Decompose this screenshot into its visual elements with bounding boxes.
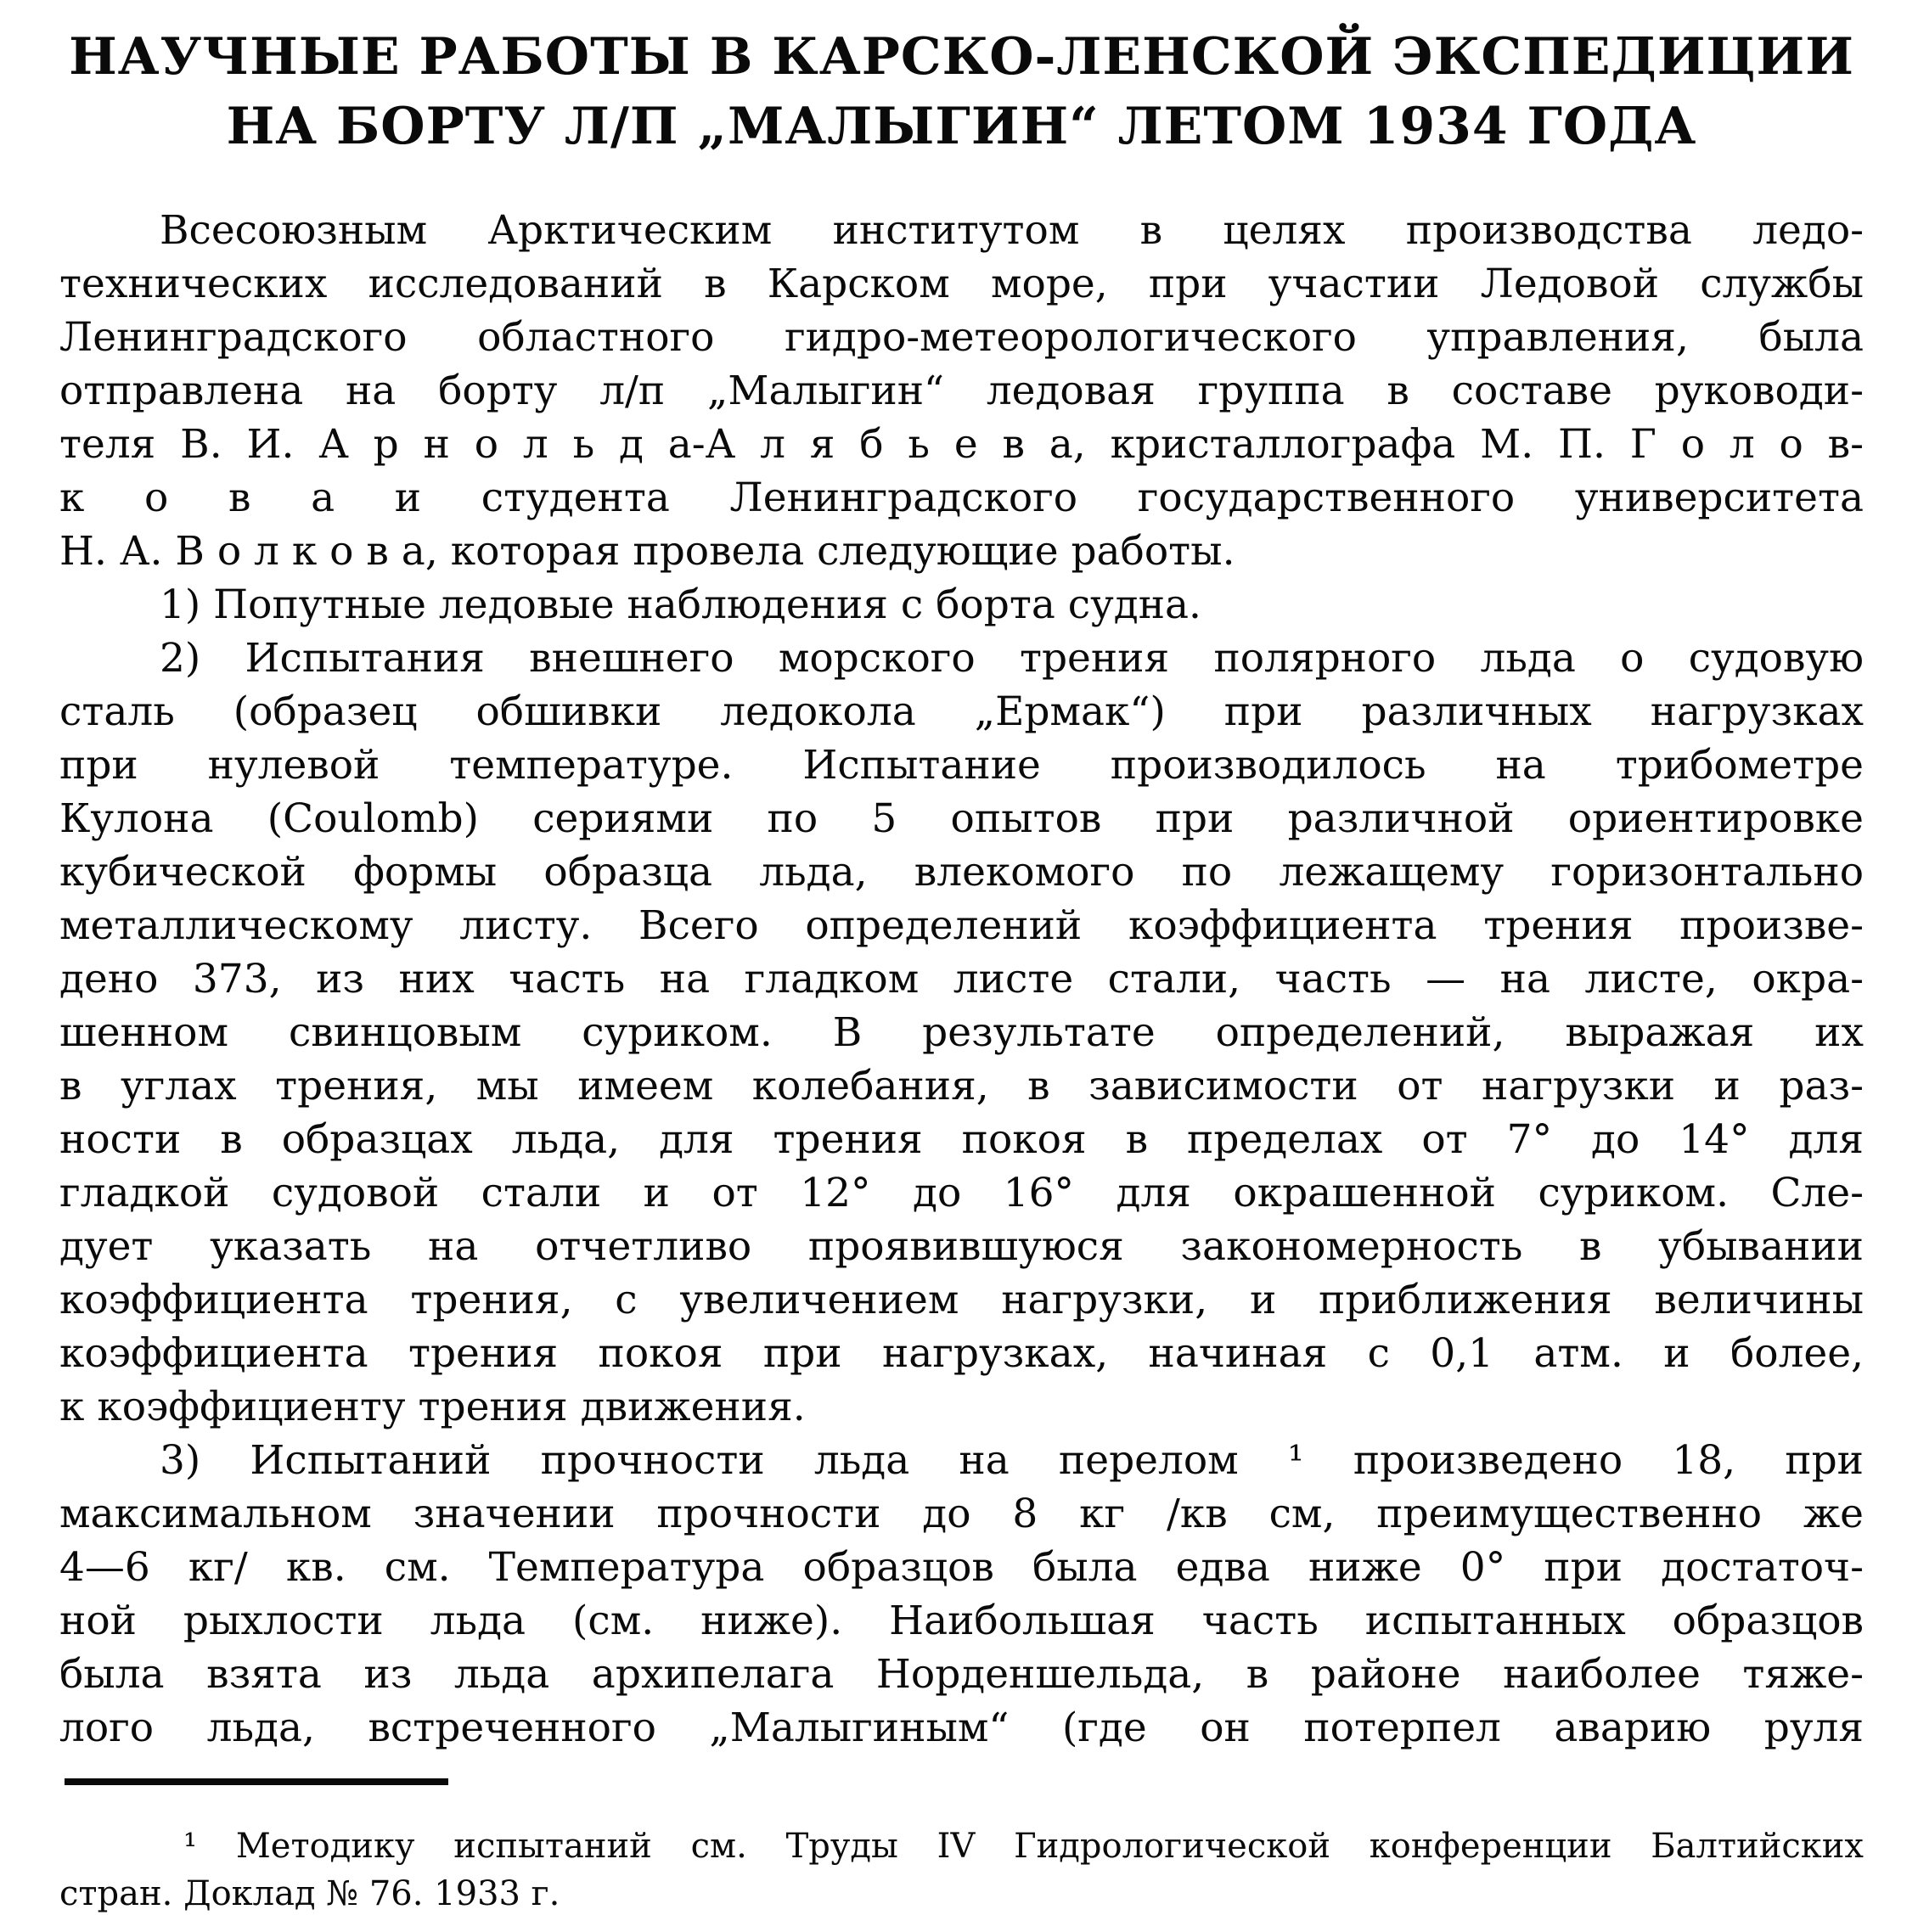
text-line: коэффициента трения покоя при нагрузках, начиная с 0,1 атм. и более, — [59, 1330, 1864, 1377]
text-line: дено 373, из них часть на гладком листе стали, часть — на листе, окра- — [59, 956, 1864, 1003]
text-line: 3) Испытаний прочности льда на перелом ¹ произведено 18, при — [160, 1437, 1864, 1484]
text-line: коэффициента трения, с увеличением нагрузки, и приближения величины — [59, 1277, 1864, 1323]
article-title-line-2: НА БОРТУ Л/П „МАЛЫГИН“ ЛЕТОМ 1934 ГОДА — [226, 97, 1697, 156]
text-line: металлическому листу. Всего определений коэффициента трения произве- — [59, 902, 1864, 949]
text-line: 4—6 кг/ кв. см. Температура образцов была едва ниже 0° при достаточ- — [59, 1544, 1864, 1591]
text-line: к о в а и студента Ленинградского государственного университета — [59, 475, 1864, 521]
text-line: дует указать на отчетливо проявившуюся закономерность в убывании — [59, 1223, 1864, 1270]
text-line: Н. А. В о л к о в а, которая провела следующие работы. — [59, 528, 1235, 575]
text-line: технических исследований в Карском море, при участии Ледовой службы — [59, 261, 1864, 307]
text-line: гладкой судовой стали и от 12° до 16° для окрашенной суриком. Сле- — [59, 1170, 1864, 1216]
text-line: максимальном значении прочности до 8 кг /кв см, преимущественно же — [59, 1491, 1864, 1537]
text-line: Кулона (Coulomb) сериями по 5 опытов при различной ориентировке — [59, 795, 1864, 842]
article-title — [59, 22, 1864, 161]
text-line: теля В. И. А р н о л ь д а-А л я б ь е в а, кристаллографа М. П. Г о л о в- — [59, 421, 1864, 468]
text-line: 1) Попутные ледовые наблюдения с борта судна. — [160, 581, 1201, 628]
text-line: была взята из льда архипелага Норденшельда, в районе наиболее тяже- — [59, 1651, 1864, 1698]
text-line: при нулевой температуре. Испытание производилось на трибометре — [59, 742, 1864, 789]
text-line: лого льда, встреченного „Малыгиным“ (где он потерпел аварию руля — [59, 1705, 1864, 1751]
text-line: кубической формы образца льда, влекомого по лежащему горизонтально — [59, 849, 1864, 896]
text-line: стран. Доклад № 76. 1933 г. — [59, 1874, 560, 1913]
text-line: ¹ Методику испытаний см. Труды IV Гидрологической конференции Балтийских — [183, 1827, 1864, 1866]
text-line: к коэффициенту трения движения. — [59, 1384, 806, 1430]
text-line: в углах трения, мы имеем колебания, в зависимости от нагрузки и раз- — [59, 1063, 1864, 1109]
text-line: 2) Испытания внешнего морского трения полярного льда о судовую — [160, 635, 1864, 682]
footnote-text — [59, 1822, 1864, 1918]
text-line: ной рыхлости льда (см. ниже). Наибольшая часть испытанных образцов — [59, 1598, 1864, 1644]
text-line: шенном свинцовым суриком. В результате определений, выражая их — [59, 1009, 1864, 1056]
text-line: ности в образцах льда, для трения покоя в пределах от 7° до 14° для — [59, 1116, 1864, 1163]
body-text — [59, 204, 1864, 1755]
footnote-separator-rule — [65, 1778, 448, 1785]
article-title-line-1: НАУЧНЫЕ РАБОТЫ В КАРСКО-ЛЕНСКОЙ ЭКСПЕДИЦИИ — [69, 27, 1854, 87]
text-line: отправлена на борту л/п „Малыгин“ ледовая группа в составе руководи- — [59, 368, 1864, 414]
text-line: Всесоюзным Арктическим институтом в целях производства ледо- — [160, 207, 1864, 254]
text-line: сталь (образец обшивки ледокола „Ермак“) при различных нагрузках — [59, 688, 1864, 735]
text-line: Ленинградского областного гидро-метеорологического управления, была — [59, 314, 1864, 361]
page-content — [59, 22, 1864, 1918]
